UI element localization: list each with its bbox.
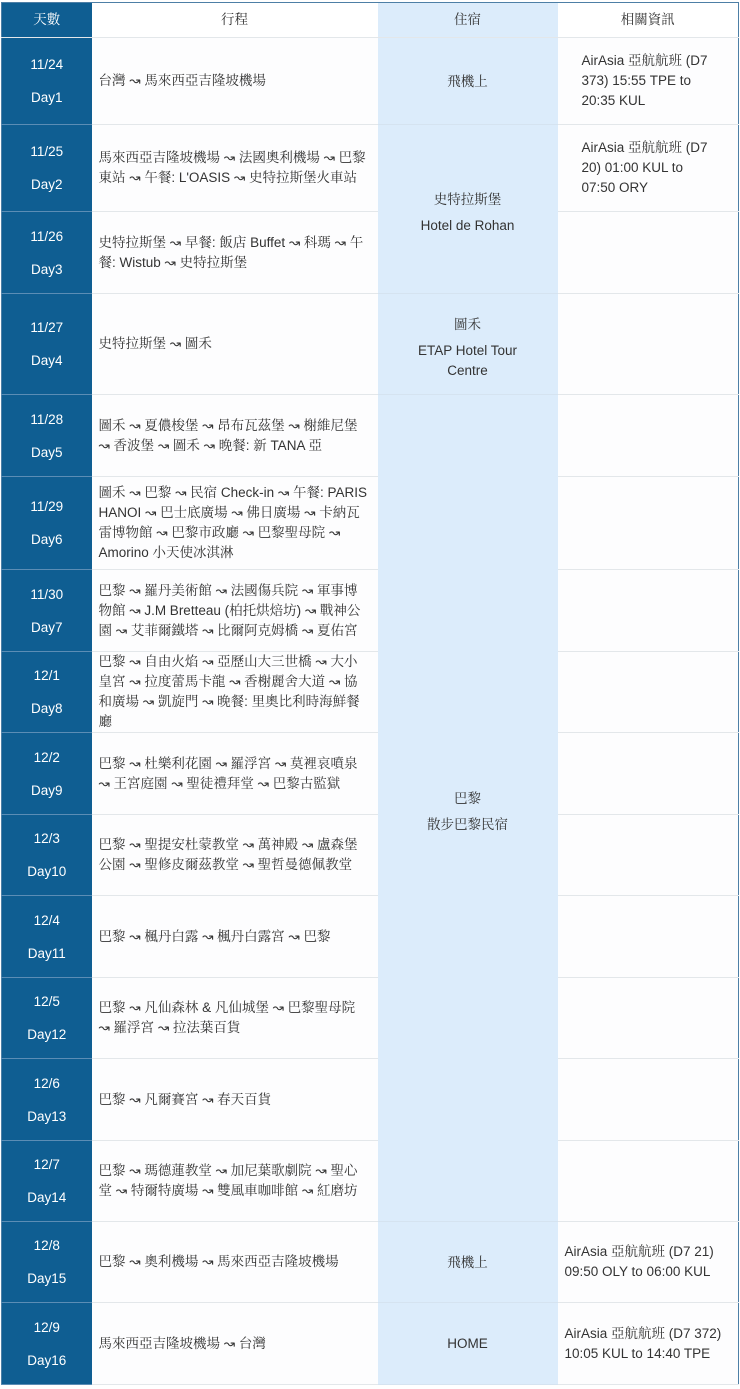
itinerary-cell: 馬來西亞吉隆坡機場 ↝ 台灣	[92, 1303, 378, 1385]
info-cell: AirAsia 亞航航班 (D7 20) 01:00 KUL to 07:50 ORY	[558, 125, 739, 212]
date: 12/3	[33, 831, 60, 846]
day-cell	[2, 1141, 92, 1222]
table-row	[2, 652, 739, 733]
day-label: Day6	[30, 532, 63, 547]
day-cell	[2, 395, 92, 477]
lodging-city: 史特拉斯堡	[433, 191, 502, 207]
header-lodging: 住宿	[378, 3, 558, 38]
lodging-city: 圖禾	[454, 316, 481, 332]
date: 12/1	[33, 668, 60, 683]
table-row	[2, 733, 739, 815]
header-day: 天數	[2, 3, 92, 38]
info-cell	[558, 477, 739, 570]
day-cell	[2, 570, 92, 652]
day-label: Day13	[27, 1108, 67, 1124]
day-cell	[2, 38, 92, 125]
day-label: Day1	[30, 90, 63, 105]
day-label: Day15	[27, 1271, 67, 1286]
day-label: Day2	[30, 177, 63, 192]
day-cell	[2, 125, 92, 212]
info-cell	[558, 570, 739, 652]
info-cell	[558, 1059, 739, 1141]
table-row	[2, 815, 739, 896]
lodging-city: 巴黎	[454, 790, 481, 806]
info-cell	[558, 978, 739, 1059]
lodging-hotel: Hotel de Rohan	[420, 217, 515, 233]
info-cell: AirAsia 亞航航班 (D7 373) 15:55 TPE to 20:35 KUL	[558, 38, 739, 125]
table-row	[2, 978, 739, 1059]
day-cell	[2, 294, 92, 395]
itinerary-cell: 圖禾 ↝ 夏儂梭堡 ↝ 昂布瓦茲堡 ↝ 榭維尼堡 ↝ 香波堡 ↝ 圖禾 ↝ 晚餐: 新 TANA 亞	[92, 395, 378, 477]
header-row	[2, 3, 739, 38]
date: 12/7	[33, 1157, 60, 1172]
info-cell	[558, 815, 739, 896]
day-cell	[2, 815, 92, 896]
table-row	[2, 125, 739, 212]
itinerary-cell: 史特拉斯堡 ↝ 早餐: 飯店 Buffet ↝ 科瑪 ↝ 午餐: Wistub ↝ 史特拉斯堡	[92, 212, 378, 294]
lodging-cell	[378, 125, 558, 294]
lodging-hotel: ETAP Hotel Tour Centre	[417, 342, 518, 378]
date: 12/2	[33, 749, 60, 765]
header-itinerary: 行程	[92, 3, 378, 38]
date: 11/24	[30, 57, 64, 72]
itinerary-cell: 巴黎 ↝ 奧利機場 ↝ 馬來西亞吉隆坡機場	[92, 1222, 378, 1303]
lodging-hotel: 散步巴黎民宿	[427, 816, 508, 832]
lodging-cell	[378, 1222, 558, 1303]
itinerary-cell: 巴黎 ↝ 杜樂利花園 ↝ 羅浮宮 ↝ 莫裡哀噴泉 ↝ 王宮庭園 ↝ 聖徒禮拜堂 ↝ 巴黎古監獄	[92, 733, 378, 815]
lodging-cell	[378, 1303, 558, 1385]
table-row	[2, 1141, 739, 1222]
day-cell	[2, 1222, 92, 1303]
date: 11/26	[30, 228, 64, 244]
table-row	[2, 395, 739, 477]
lodging-cell	[378, 294, 558, 395]
day-cell	[2, 1059, 92, 1141]
day-label: Day7	[30, 619, 63, 635]
day-label: Day9	[30, 782, 63, 798]
date: 12/9	[33, 1319, 60, 1335]
table-body	[2, 38, 739, 1385]
day-cell	[2, 896, 92, 978]
day-label: Day14	[27, 1190, 67, 1205]
info-cell	[558, 395, 739, 477]
table-row	[2, 1059, 739, 1141]
table-row	[2, 896, 739, 978]
info-cell	[558, 294, 739, 395]
itinerary-cell: 圖禾 ↝ 巴黎 ↝ 民宿 Check-in ↝ 午餐: PARIS HANOI ↝ 巴士底廣場 ↝ 佛日廣場 ↝ 卡納瓦雷博物館 ↝ 巴黎市政廳 ↝ 巴黎聖母院 ↝ Amorino 小天使冰淇淋	[92, 477, 378, 570]
info-cell: AirAsia 亞航航班 (D7 21) 09:50 OLY to 06:00 KUL	[558, 1222, 739, 1303]
lodging-city: HOME	[447, 1336, 488, 1351]
itinerary-cell: 史特拉斯堡 ↝ 圖禾	[92, 294, 378, 395]
itinerary-cell: 巴黎 ↝ 聖提安杜蒙教堂 ↝ 萬神殿 ↝ 盧森堡公園 ↝ 聖修皮爾茲教堂 ↝ 聖哲曼德佩教堂	[92, 815, 378, 896]
day-cell	[2, 978, 92, 1059]
table-row	[2, 212, 739, 294]
date: 12/4	[33, 912, 60, 928]
day-label: Day4	[30, 353, 63, 368]
info-cell	[558, 733, 739, 815]
itinerary-cell: 巴黎 ↝ 凡爾賽宮 ↝ 春天百貨	[92, 1059, 378, 1141]
day-label: Day3	[30, 261, 63, 277]
info-cell	[558, 212, 739, 294]
date: 11/28	[30, 411, 64, 427]
header-info: 相關資訊	[558, 3, 739, 38]
itinerary-cell: 馬來西亞吉隆坡機場 ↝ 法國奧利機場 ↝ 巴黎東站 ↝ 午餐: L'OASIS ↝ 史特拉斯堡火車站	[92, 125, 378, 212]
table-row	[2, 294, 739, 395]
itinerary-cell: 巴黎 ↝ 凡仙森林 & 凡仙城堡 ↝ 巴黎聖母院 ↝ 羅浮宮 ↝ 拉法葉百貨	[92, 978, 378, 1059]
table-row	[2, 570, 739, 652]
itinerary-cell: 巴黎 ↝ 瑪德蓮教堂 ↝ 加尼葉歌劇院 ↝ 聖心堂 ↝ 特爾特廣場 ↝ 雙風車咖啡館 ↝ 紅磨坊	[92, 1141, 378, 1222]
date: 12/8	[33, 1238, 60, 1253]
table-row	[2, 1222, 739, 1303]
date: 11/30	[30, 586, 64, 602]
info-cell: AirAsia 亞航航班 (D7 372) 10:05 KUL to 14:40 TPE	[558, 1303, 739, 1385]
info-cell	[558, 652, 739, 733]
itinerary-cell: 巴黎 ↝ 羅丹美術館 ↝ 法國傷兵院 ↝ 軍事博物館 ↝ J.M Bretteau (柏托烘焙坊) ↝ 戰神公園 ↝ 艾菲爾鐵塔 ↝ 比爾阿克姆橋 ↝ 夏佑宮	[92, 570, 378, 652]
date: 12/6	[33, 1075, 60, 1091]
lodging-city: 飛機上	[447, 1254, 488, 1270]
date: 11/27	[30, 320, 64, 335]
day-cell	[2, 477, 92, 570]
info-cell	[558, 896, 739, 978]
day-cell	[2, 1303, 92, 1385]
day-cell	[2, 733, 92, 815]
info-cell	[558, 1141, 739, 1222]
table-row	[2, 1303, 739, 1385]
day-label: Day10	[27, 864, 67, 879]
day-label: Day5	[30, 444, 63, 460]
itinerary-table	[1, 2, 739, 1385]
day-label: Day11	[27, 945, 66, 961]
lodging-cell	[378, 395, 558, 1222]
lodging-cell	[378, 38, 558, 125]
itinerary-cell: 巴黎 ↝ 自由火焰 ↝ 亞歷山大三世橋 ↝ 大小皇宮 ↝ 拉度蕾馬卡龍 ↝ 香榭麗舍大道 ↝ 協和廣場 ↝ 凱旋門 ↝ 晚餐: 里奧比利時海鮮餐廳	[92, 652, 378, 733]
itinerary-cell: 台灣 ↝ 馬來西亞吉隆坡機場	[92, 38, 378, 125]
itinerary-cell: 巴黎 ↝ 楓丹白露 ↝ 楓丹白露宮 ↝ 巴黎	[92, 896, 378, 978]
date: 12/5	[33, 994, 60, 1009]
day-label: Day16	[27, 1352, 67, 1368]
day-cell	[2, 212, 92, 294]
table-row	[2, 477, 739, 570]
table-row	[2, 38, 739, 125]
lodging-city: 飛機上	[447, 73, 488, 89]
day-label: Day12	[27, 1027, 67, 1042]
date: 11/25	[30, 144, 64, 159]
day-cell	[2, 652, 92, 733]
day-label: Day8	[30, 701, 63, 716]
date: 11/29	[30, 499, 64, 514]
